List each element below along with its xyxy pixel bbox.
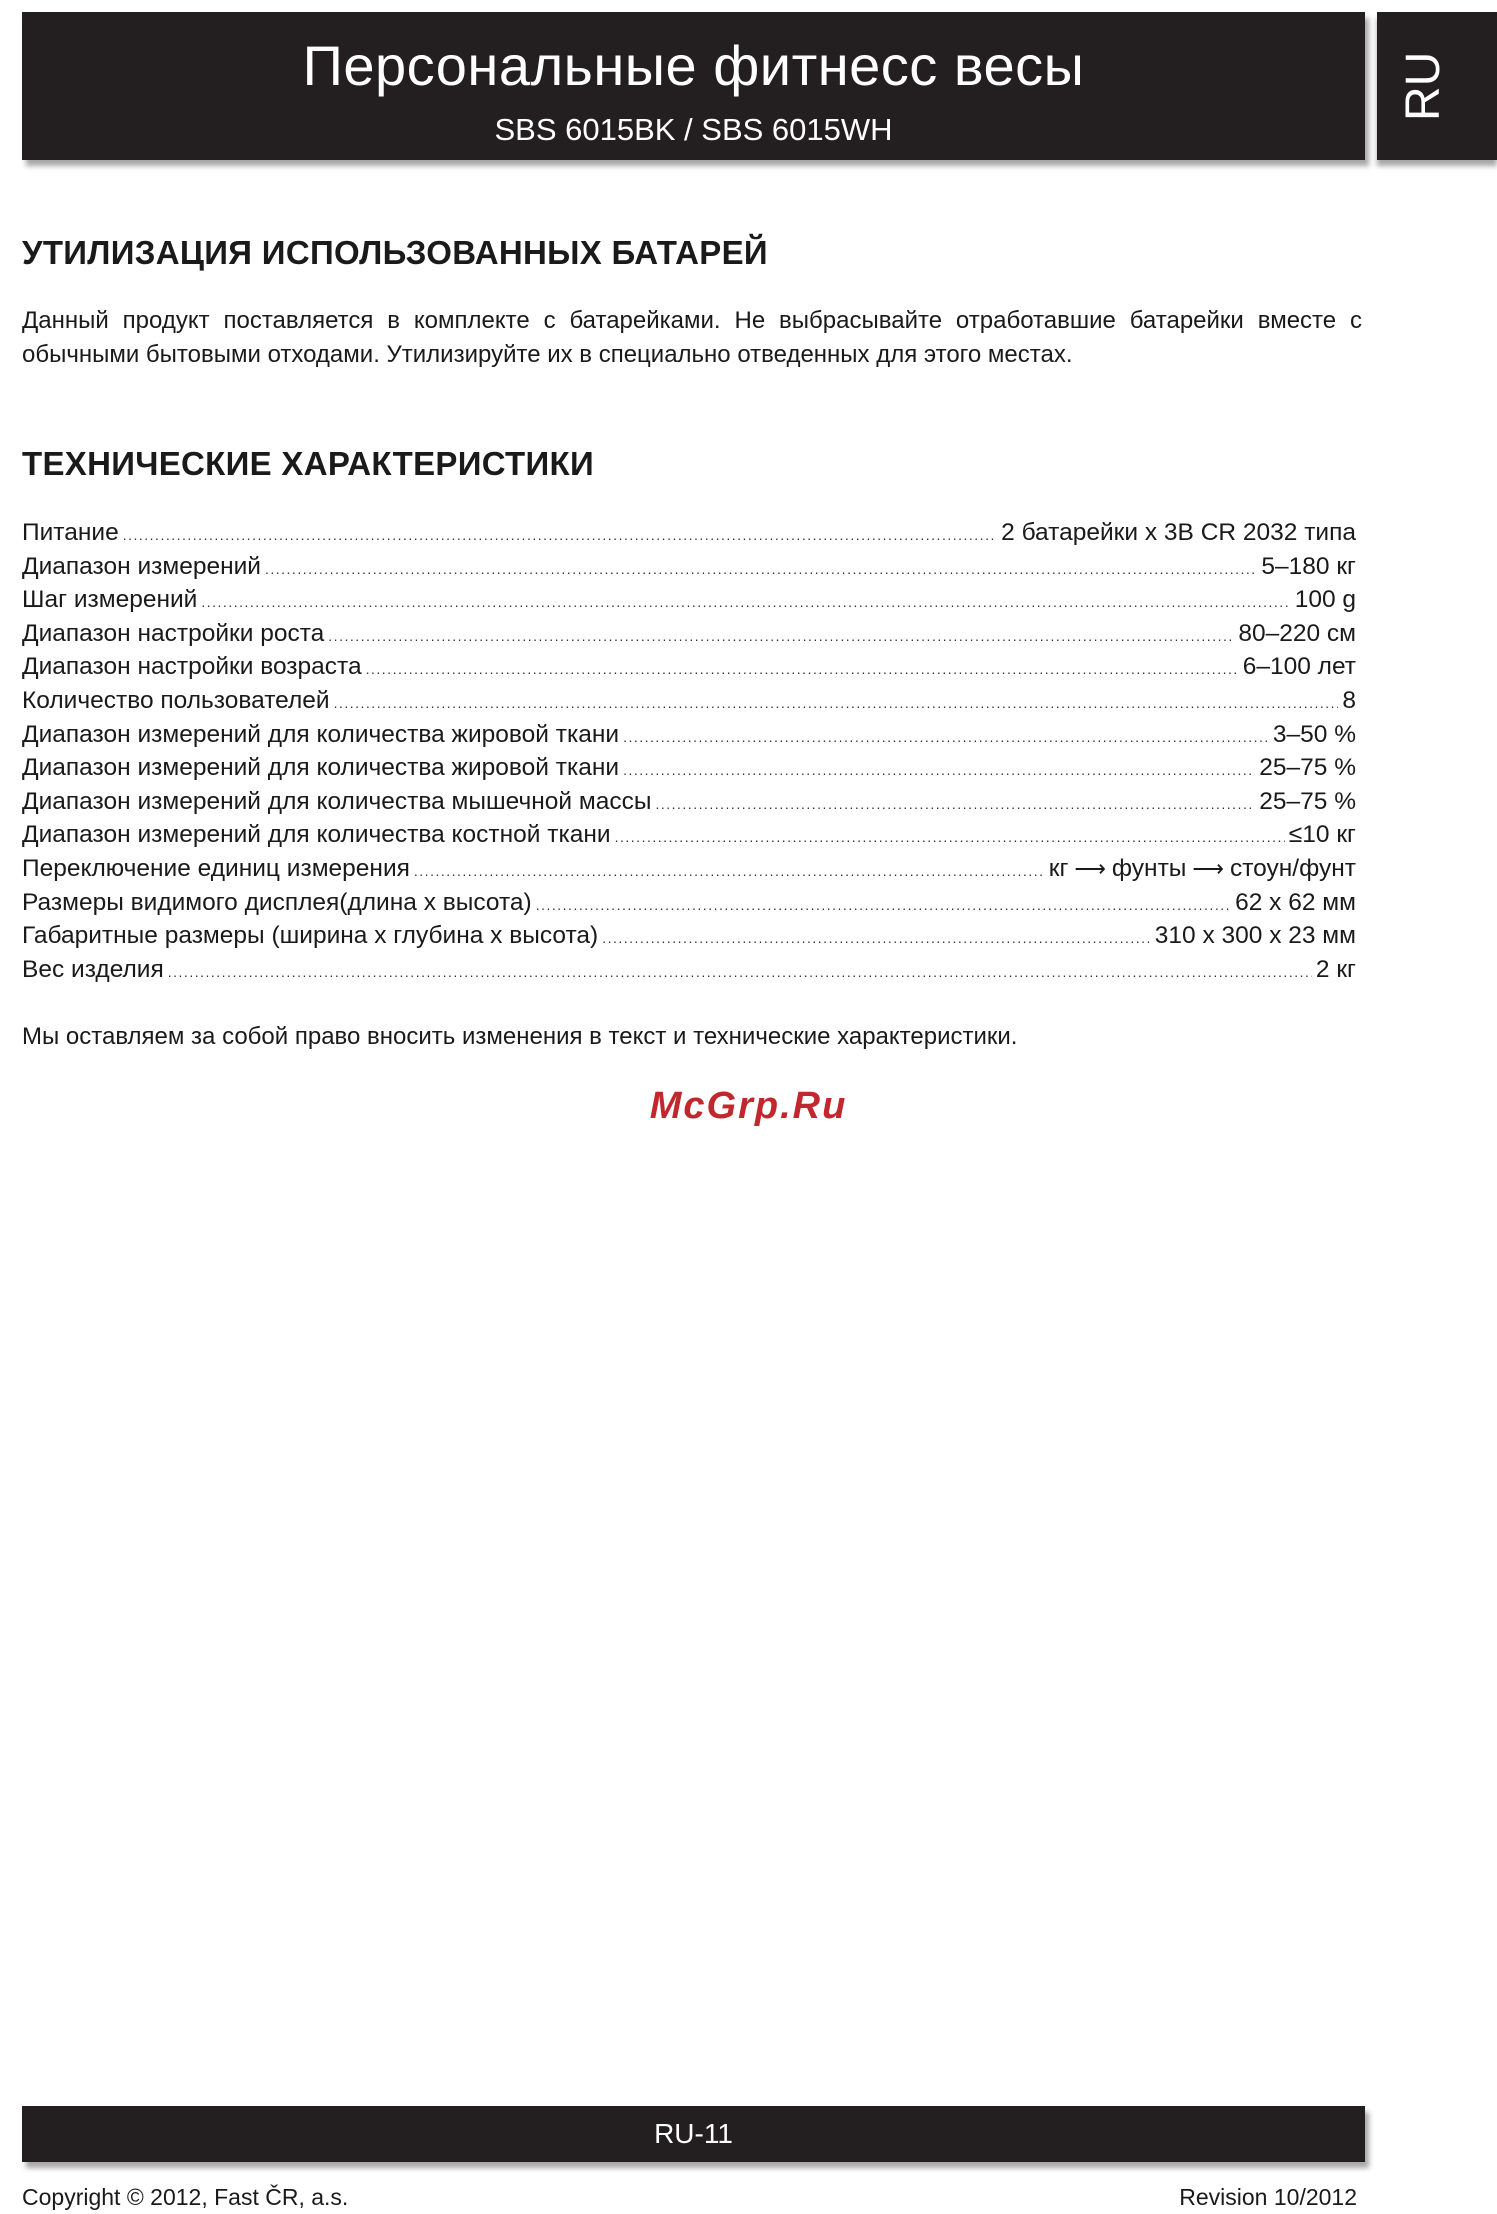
spec-value: 3–50 % <box>1272 720 1356 748</box>
spec-row <box>22 751 1356 785</box>
right-arrow-icon: ⟶ <box>1192 855 1224 881</box>
spec-row <box>22 953 1356 987</box>
copyright-text: Copyright © 2012, Fast ČR, a.s. <box>22 2184 349 2210</box>
spec-value: 2 батарейки x 3В CR 2032 типа <box>1001 519 1356 546</box>
spec-label: Габаритные размеры (ширина x глубина x высота) <box>22 922 599 950</box>
leader-dots <box>615 821 1285 855</box>
leader-dots <box>123 519 997 553</box>
spec-label: Диапазон измерений для количества мышечной массы <box>22 787 652 815</box>
spec-value: 310 x 300 x 23 мм <box>1154 922 1356 950</box>
unit-pounds: фунты <box>1111 854 1187 882</box>
spec-value: 25–75 % <box>1259 787 1356 815</box>
spec-label: Диапазон измерений для количества жировой ткани <box>22 720 620 748</box>
page-number: RU-11 <box>654 2118 733 2149</box>
unit-stone: стоун/фунт <box>1229 854 1356 882</box>
language-code: RU <box>1397 51 1450 121</box>
spec-label: Вес изделия <box>22 955 164 983</box>
spec-label: Размеры видимого дисплея(длина x высота) <box>22 888 532 916</box>
spec-row <box>22 852 1356 886</box>
spec-label: Шаг измерений <box>22 586 198 614</box>
unit-switch-value <box>1049 852 1356 886</box>
spec-row <box>22 650 1356 684</box>
leader-dots <box>602 922 1151 956</box>
spec-label: Диапазон измерений для количества костной ткани <box>22 821 611 849</box>
disclaimer-text: Мы оставляем за собой право вносить изменения в текст и технические характеристики. <box>22 1023 1018 1050</box>
battery-text: Данный продукт поставляется в комплекте с батарейками. Не выбрасывайте отработавшие батарейки вместе с обычными бытовыми отходами. Утилизируйте их в специально отведенных для этого местах. <box>22 307 1362 368</box>
spec-label: Диапазон измерений для количества жировой ткани <box>22 754 620 782</box>
spec-label: Диапазон настройки возраста <box>22 653 362 681</box>
model-subtitle: SBS 6015BK / SBS 6015WH <box>494 112 893 147</box>
spec-label: Диапазон настройки роста <box>22 619 325 647</box>
leader-dots <box>366 653 1239 687</box>
leader-dots <box>265 553 1257 587</box>
leader-dots <box>414 855 1045 889</box>
leader-dots <box>328 620 1234 654</box>
spec-value: 100 g <box>1294 586 1356 614</box>
spec-row <box>22 818 1356 852</box>
leader-dots <box>168 956 1312 990</box>
header-bar <box>22 12 1365 160</box>
spec-row <box>22 550 1356 584</box>
watermark-logo[interactable]: McGrp.Ru <box>649 1085 848 1127</box>
leader-dots <box>623 754 1255 788</box>
leader-dots <box>334 687 1339 721</box>
page-title: Персональные фитнесс весы <box>302 34 1085 97</box>
spec-label: Питание <box>22 519 119 546</box>
spec-label: Диапазон измерений <box>22 552 261 580</box>
spec-row <box>22 583 1356 617</box>
spec-value: 2 кг <box>1315 955 1356 983</box>
unit-kg: кг <box>1048 854 1069 882</box>
leader-dots <box>623 721 1269 755</box>
spec-label: Количество пользователей <box>22 686 330 714</box>
revision-text: Revision 10/2012 <box>1179 2184 1357 2210</box>
spec-value: 62 x 62 мм <box>1235 888 1356 916</box>
spec-value: 6–100 лет <box>1242 653 1356 681</box>
spec-row <box>22 785 1356 819</box>
specs-heading: ТЕХНИЧЕСКИЕ ХАРАКТЕРИСТИКИ <box>22 445 594 482</box>
spec-label: Переключение единиц измерения <box>22 854 410 882</box>
spec-value: 25–75 % <box>1259 754 1356 782</box>
battery-heading: УТИЛИЗАЦИЯ ИСПОЛЬЗОВАННЫХ БАТАРЕЙ <box>22 234 768 271</box>
spec-row <box>22 886 1356 920</box>
spec-value: 8 <box>1342 686 1356 714</box>
leader-dots <box>536 889 1231 923</box>
spec-row <box>22 718 1356 752</box>
spec-row <box>22 919 1356 953</box>
right-arrow-icon: ⟶ <box>1074 855 1106 881</box>
spec-value: ≤10 кг <box>1288 821 1356 849</box>
spec-value: 5–180 кг <box>1261 552 1356 580</box>
leader-dots <box>201 586 1290 620</box>
footer-bar <box>22 2106 1365 2162</box>
spec-row <box>22 684 1356 718</box>
spec-row <box>22 617 1356 651</box>
spec-row <box>22 516 1356 550</box>
specs-list <box>22 516 1356 986</box>
spec-value: 80–220 см <box>1238 619 1356 647</box>
leader-dots <box>655 788 1255 822</box>
